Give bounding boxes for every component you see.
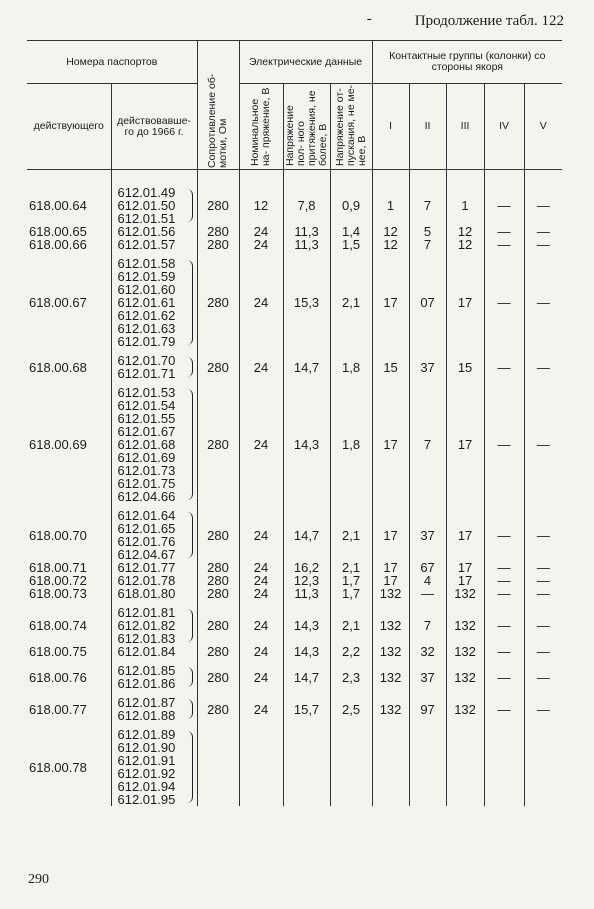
- table-body: [27, 170, 562, 807]
- cell-nominal: 24: [239, 664, 283, 690]
- cell-release: 0,9: [330, 186, 372, 225]
- old-passport-number: 612.01.68: [117, 437, 176, 452]
- cell-nominal: 24: [239, 645, 283, 658]
- cell-v: —: [524, 509, 562, 561]
- cell-pull: 14,7: [283, 509, 330, 561]
- cell-iii: 1: [446, 186, 484, 225]
- cell-iv: —: [484, 664, 524, 690]
- cell-i: 17: [372, 509, 409, 561]
- old-passport-number: 612.01.51: [117, 211, 176, 226]
- cell-iv: —: [484, 354, 524, 380]
- current-passport: 618.00.70: [29, 527, 87, 543]
- cell-resistance: [197, 728, 239, 806]
- cell-ii: 37: [409, 664, 446, 690]
- cell-nominal: 24: [239, 354, 283, 380]
- cell-pull: 14,3: [283, 645, 330, 658]
- old-passports: [111, 257, 197, 348]
- cell-i: 12: [372, 225, 409, 238]
- cell-resistance: 280: [197, 238, 239, 251]
- cell-nominal: 24: [239, 587, 283, 600]
- header-col-I: I: [372, 84, 409, 170]
- cell-iv: —: [484, 257, 524, 348]
- old-passports: [111, 386, 197, 503]
- old-passport-number: 612.01.82: [117, 618, 176, 633]
- brace-mark: [187, 699, 193, 719]
- cell-i: 17: [372, 386, 409, 503]
- cell-iv: —: [484, 509, 524, 561]
- table-row: [27, 257, 562, 348]
- cell-i: 15: [372, 354, 409, 380]
- old-passport-number: 612.01.58: [117, 256, 176, 271]
- old-passports: [111, 696, 197, 722]
- cell-i: 132: [372, 645, 409, 658]
- cell-iv: —: [484, 645, 524, 658]
- cell-nominal: 24: [239, 574, 283, 587]
- cell-iv: —: [484, 587, 524, 600]
- brace-mark: [187, 731, 193, 803]
- cell-resistance: 280: [197, 225, 239, 238]
- cell-release: 1,8: [330, 354, 372, 380]
- cell-release: 1,5: [330, 238, 372, 251]
- cell-iii: 132: [446, 645, 484, 658]
- cell-ii: 7: [409, 186, 446, 225]
- old-passport-number: 612.01.88: [117, 708, 176, 723]
- cell-release: 2,3: [330, 664, 372, 690]
- cell-iii: 132: [446, 664, 484, 690]
- cell-v: —: [524, 574, 562, 587]
- old-passport-number: 612.01.75: [117, 476, 176, 491]
- header-electrical: Электрические данные: [239, 41, 372, 84]
- cell-ii: [409, 728, 446, 806]
- header-col-V: V: [524, 84, 562, 170]
- old-passport-number: 612.01.62: [117, 308, 176, 323]
- old-passports: [111, 587, 197, 600]
- cell-iii: 17: [446, 574, 484, 587]
- old-passport-number: 612.01.85: [117, 663, 176, 678]
- cell-ii: 7: [409, 238, 446, 251]
- table-row: [27, 728, 562, 806]
- cell-v: —: [524, 238, 562, 251]
- cell-v: —: [524, 186, 562, 225]
- cell-iv: —: [484, 696, 524, 722]
- cell-resistance: 280: [197, 574, 239, 587]
- cell-i: 132: [372, 606, 409, 645]
- cell-pull: 15,7: [283, 696, 330, 722]
- cell-iv: —: [484, 606, 524, 645]
- cell-pull: 12,3: [283, 574, 330, 587]
- cell-nominal: 24: [239, 257, 283, 348]
- old-passport-number: 612.01.78: [117, 573, 176, 588]
- cell-iv: —: [484, 386, 524, 503]
- caption-text: Продолжение табл. 122: [414, 13, 564, 29]
- cell-pull: 14,3: [283, 606, 330, 645]
- header-release-voltage: Напряжение от- пускания, не ме- нее, В: [330, 84, 372, 170]
- old-passport-number: 612.01.79: [117, 334, 176, 349]
- brace-mark: [187, 260, 193, 345]
- current-passport: 618.00.67: [29, 295, 87, 310]
- cell-resistance: 280: [197, 257, 239, 348]
- current-passport: 618.00.65: [29, 224, 87, 239]
- cell-v: —: [524, 587, 562, 600]
- table-row: [27, 587, 562, 600]
- header-contact-groups: Контактные группы (колонки) со стороны якоря: [372, 41, 562, 84]
- header-col-III: III: [446, 84, 484, 170]
- cell-release: [330, 728, 372, 806]
- cell-i: 132: [372, 587, 409, 600]
- cell-resistance: 280: [197, 509, 239, 561]
- brace-mark: [187, 189, 193, 222]
- old-passport-number: 612.01.90: [117, 740, 176, 755]
- current-passport: 618.00.73: [29, 586, 87, 601]
- cell-v: —: [524, 664, 562, 690]
- cell-release: 2,1: [330, 509, 372, 561]
- page-number: 290: [28, 872, 49, 887]
- cell-ii: 67: [409, 561, 446, 574]
- cell-iii: 17: [446, 509, 484, 561]
- cell-i: 132: [372, 664, 409, 690]
- table-row: [27, 354, 562, 380]
- cell-iv: —: [484, 574, 524, 587]
- old-passport-number: 612.04.66: [117, 489, 176, 504]
- header-pull-voltage: Напряжение пол- ного притяжения, не более, В: [283, 84, 330, 170]
- old-passports: [111, 186, 197, 225]
- table-row: [27, 238, 562, 251]
- current-passport: 618.00.76: [29, 669, 87, 685]
- old-passport-number: 612.01.54: [117, 398, 176, 413]
- old-passport-number: 612.01.50: [117, 198, 176, 213]
- cell-ii: 5: [409, 225, 446, 238]
- old-passport-number: 612.01.69: [117, 450, 176, 465]
- cell-resistance: 280: [197, 696, 239, 722]
- table-row: [27, 645, 562, 658]
- cell-pull: 11,3: [283, 225, 330, 238]
- old-passport-number: 612.01.64: [117, 508, 176, 523]
- old-passport-number: 612.01.95: [117, 792, 176, 807]
- cell-ii: 4: [409, 574, 446, 587]
- cell-resistance: 280: [197, 645, 239, 658]
- cell-release: 2,1: [330, 606, 372, 645]
- cell-ii: 7: [409, 606, 446, 645]
- cell-iii: [446, 728, 484, 806]
- cell-nominal: 24: [239, 561, 283, 574]
- current-passport: 618.00.71: [29, 560, 87, 575]
- cell-iii: 12: [446, 238, 484, 251]
- cell-iii: 15: [446, 354, 484, 380]
- old-passport-number: 612.01.83: [117, 631, 176, 646]
- header-current: действующего: [27, 84, 111, 170]
- cell-v: —: [524, 606, 562, 645]
- cell-release: 2,5: [330, 696, 372, 722]
- cell-nominal: [239, 728, 283, 806]
- header-nominal-voltage: Номинальное на- пряжение, В: [239, 84, 283, 170]
- old-passport-number: 612.01.73: [117, 463, 176, 478]
- cell-iv: [484, 728, 524, 806]
- cell-v: —: [524, 354, 562, 380]
- cell-v: —: [524, 225, 562, 238]
- old-passport-number: 612.01.59: [117, 269, 176, 284]
- cell-iii: 17: [446, 561, 484, 574]
- cell-pull: 14,7: [283, 354, 330, 380]
- old-passport-number: 612.01.91: [117, 753, 176, 768]
- cell-i: 17: [372, 574, 409, 587]
- table-row: [27, 386, 562, 503]
- old-passport-number: 612.01.87: [117, 695, 176, 710]
- old-passport-number: 612.01.70: [117, 353, 176, 368]
- cell-pull: 11,3: [283, 587, 330, 600]
- table-row: [27, 696, 562, 722]
- cell-iii: 132: [446, 587, 484, 600]
- header-col-IV: IV: [484, 84, 524, 170]
- cell-release: 1,7: [330, 574, 372, 587]
- cell-pull: 16,2: [283, 561, 330, 574]
- current-passport: 618.00.68: [29, 359, 87, 375]
- cell-iii: 132: [446, 696, 484, 722]
- cell-i: 17: [372, 561, 409, 574]
- cell-ii: 37: [409, 509, 446, 561]
- relay-table: [27, 40, 562, 806]
- old-passport-number: 612.01.55: [117, 411, 176, 426]
- brace-mark: [187, 512, 193, 558]
- header-resistance: Сопротивление об- мотки, Ом: [197, 41, 239, 170]
- cell-iv: —: [484, 561, 524, 574]
- cell-ii: 7: [409, 386, 446, 503]
- table-row: [27, 664, 562, 690]
- current-passport: 618.00.78: [29, 759, 87, 775]
- cell-nominal: 24: [239, 386, 283, 503]
- cell-iii: 17: [446, 257, 484, 348]
- cell-nominal: 24: [239, 606, 283, 645]
- brace-mark: [187, 357, 193, 377]
- cell-ii: 97: [409, 696, 446, 722]
- cell-v: —: [524, 561, 562, 574]
- cell-ii: 07: [409, 257, 446, 348]
- cell-v: [524, 728, 562, 806]
- cell-pull: [283, 728, 330, 806]
- old-passport-number: 612.01.84: [117, 644, 176, 659]
- old-passport-number: 612.01.92: [117, 766, 176, 781]
- cell-resistance: 280: [197, 186, 239, 225]
- cell-iii: 12: [446, 225, 484, 238]
- cell-iii: 17: [446, 386, 484, 503]
- old-passports: [111, 606, 197, 645]
- dash-mark: -: [366, 11, 372, 27]
- old-passport-number: 618.01.80: [117, 586, 176, 601]
- cell-i: 132: [372, 696, 409, 722]
- brace-mark: [187, 389, 193, 500]
- cell-resistance: 280: [197, 606, 239, 645]
- brace-mark: [187, 609, 193, 642]
- cell-pull: 15,3: [283, 257, 330, 348]
- cell-ii: —: [409, 587, 446, 600]
- cell-i: 1: [372, 186, 409, 225]
- cell-resistance: 280: [197, 386, 239, 503]
- cell-v: —: [524, 696, 562, 722]
- cell-release: 1,7: [330, 587, 372, 600]
- old-passport-number: 612.01.76: [117, 534, 176, 549]
- old-passport-number: 612.01.67: [117, 424, 176, 439]
- cell-pull: 14,3: [283, 386, 330, 503]
- table-row: [27, 509, 562, 561]
- cell-iv: —: [484, 186, 524, 225]
- cell-pull: 14,7: [283, 664, 330, 690]
- old-passport-number: 612.01.60: [117, 282, 176, 297]
- old-passport-number: 612.01.77: [117, 560, 176, 575]
- old-passport-number: 612.01.94: [117, 779, 176, 794]
- old-passport-number: 612.04.67: [117, 547, 176, 562]
- old-passports: [111, 645, 197, 658]
- cell-i: 17: [372, 257, 409, 348]
- cell-resistance: 280: [197, 664, 239, 690]
- old-passport-number: 612.01.61: [117, 295, 176, 310]
- cell-i: 12: [372, 238, 409, 251]
- table-row: [27, 186, 562, 225]
- cell-nominal: 24: [239, 696, 283, 722]
- current-passport: 618.00.64: [29, 198, 87, 213]
- cell-pull: 11,3: [283, 238, 330, 251]
- current-passport: 618.00.72: [29, 573, 87, 588]
- old-passport-number: 612.01.56: [117, 224, 176, 239]
- cell-nominal: 24: [239, 238, 283, 251]
- old-passport-number: 612.01.86: [117, 676, 176, 691]
- cell-iv: —: [484, 238, 524, 251]
- cell-resistance: 280: [197, 587, 239, 600]
- table-row: [27, 606, 562, 645]
- current-passport: 618.00.75: [29, 644, 87, 659]
- old-passport-number: 612.01.63: [117, 321, 176, 336]
- table-caption: [366, 11, 564, 30]
- cell-release: 1,4: [330, 225, 372, 238]
- cell-release: 2,1: [330, 257, 372, 348]
- cell-release: 2,2: [330, 645, 372, 658]
- cell-release: 2,1: [330, 561, 372, 574]
- old-passports: [111, 728, 197, 806]
- old-passport-number: 612.01.81: [117, 605, 176, 620]
- cell-nominal: 12: [239, 186, 283, 225]
- cell-v: —: [524, 386, 562, 503]
- old-passports: [111, 664, 197, 690]
- old-passport-number: 612.01.53: [117, 385, 176, 400]
- current-passport: 618.00.69: [29, 437, 87, 452]
- cell-resistance: 280: [197, 561, 239, 574]
- header-passport-numbers: Номера паспортов: [27, 41, 197, 84]
- cell-ii: 37: [409, 354, 446, 380]
- cell-pull: 7,8: [283, 186, 330, 225]
- current-passport: 618.00.77: [29, 701, 87, 717]
- current-passport: 618.00.66: [29, 237, 87, 252]
- old-passports: [111, 354, 197, 380]
- old-passports: [111, 238, 197, 251]
- cell-iv: —: [484, 225, 524, 238]
- old-passport-number: 612.01.71: [117, 366, 176, 381]
- old-passport-number: 612.01.89: [117, 727, 176, 742]
- brace-mark: [187, 667, 193, 687]
- old-passports: [111, 509, 197, 561]
- cell-ii: 32: [409, 645, 446, 658]
- old-passport-number: 612.01.65: [117, 521, 176, 536]
- old-passport-number: 612.01.49: [117, 185, 176, 200]
- cell-iii: 132: [446, 606, 484, 645]
- cell-v: —: [524, 645, 562, 658]
- cell-nominal: 24: [239, 225, 283, 238]
- cell-v: —: [524, 257, 562, 348]
- header-valid-until: действовавше- го до 1966 г.: [111, 84, 197, 170]
- current-passport: 618.00.74: [29, 618, 87, 633]
- cell-i: [372, 728, 409, 806]
- cell-release: 1,8: [330, 386, 372, 503]
- header-col-II: II: [409, 84, 446, 170]
- cell-nominal: 24: [239, 509, 283, 561]
- cell-resistance: 280: [197, 354, 239, 380]
- old-passport-number: 612.01.57: [117, 237, 176, 252]
